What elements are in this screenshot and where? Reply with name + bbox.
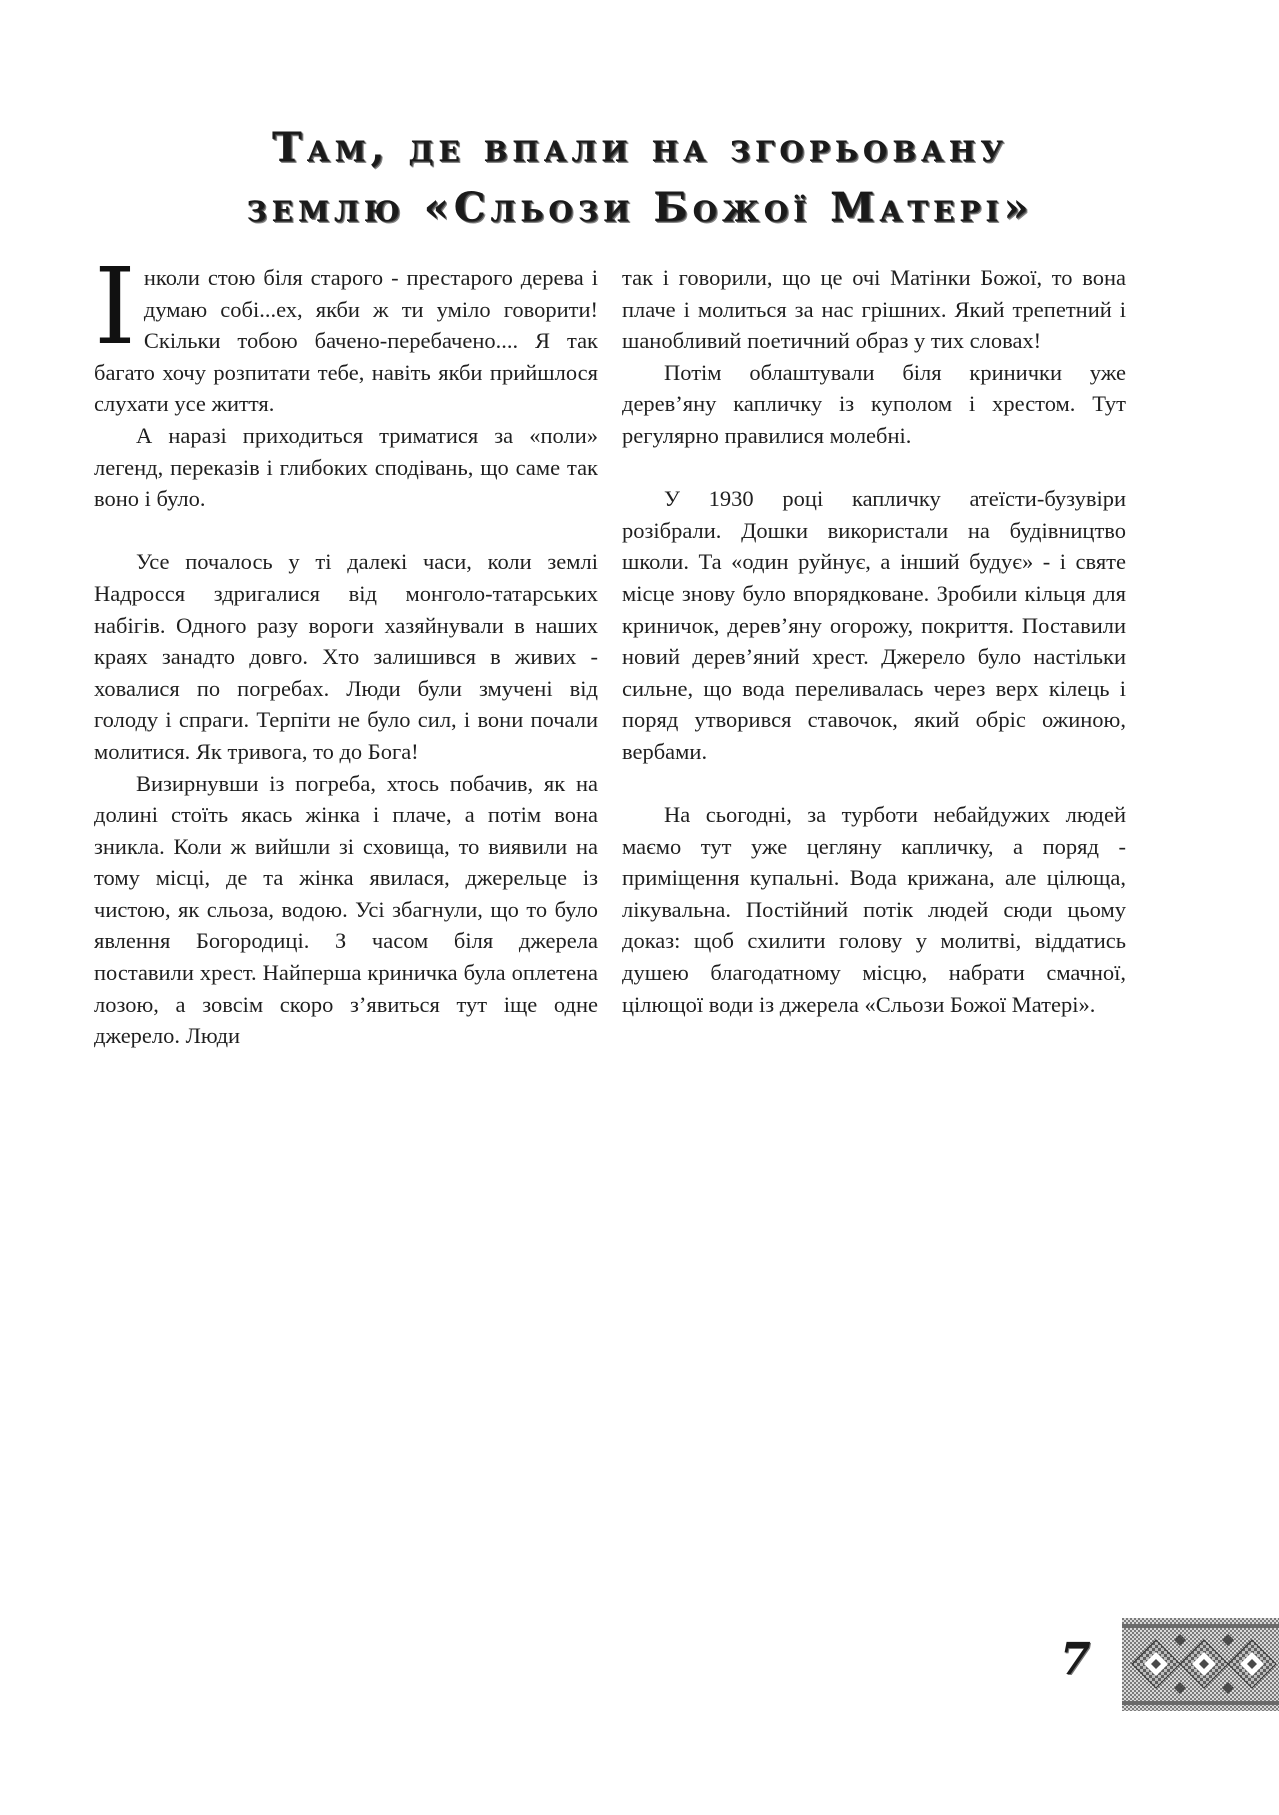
- paragraph: Потім облаштували біля кринички уже дерев’яну капличку із куполом і хрестом. Тут регулярно правилися молебні.: [622, 359, 1126, 448]
- paragraph: А наразі приходиться триматися за «поли» легенд, переказів і глибоких сподівань, що саме так воно і було.: [94, 422, 598, 512]
- page-title: [60, 118, 1220, 238]
- title-line-2: землю «Сльози Божої Матері»: [246, 184, 1034, 231]
- paragraph-text: нколи стою біля старого - престарого дерева і думаю собі...ех, якби ж ти уміло говорити! Скільки тобою бачено-перебачено.... Я так багато хочу розпитати тебе, навіть якби прийшлося слухати усе життя.: [94, 265, 598, 417]
- paragraph: Усе почалось у ті далекі часи, коли землі Надросся здригалися від монголо-татарських набігів. Одного разу вороги хазяйнували в наших краях занадто довго. Хто залишився в живих - ховалися по погребах. Люди були змучені від голоду і спраги. Терпіти не було сил, і вони почали молитися. Як тривога, то до Бога!: [94, 549, 598, 764]
- title-line-1: Там, де впали на згорьовану: [272, 124, 1008, 171]
- paragraph: так і говорили, що це очі Матінки Божої, то вона плаче і молиться за нас грішних. Який трепетний і шанобливий поетичний образ у тих словах!: [622, 265, 1126, 354]
- paragraph: Визирнувши із погреба, хтось побачив, як на долині стоїть якась жінка і плаче, а потім вона зникла. Коли ж вийшли зі сховища, то виявили на тому місці, де та жінка явилася, джерельце із чистою, як сльоза, водою. Усі збагнули, що то було явлення Богородиці. З часом біля джерела поставили хрест. Найперша криничка була оплетена лозою, а зовсім скоро з’явиться тут іще одне джерело. Люди: [94, 770, 598, 1049]
- right-column: [622, 262, 1126, 1020]
- page-number: 7: [1060, 1634, 1091, 1685]
- drop-cap: І: [94, 245, 136, 368]
- paragraph: У 1930 році капличку атеїсти-бузувіри розібрали. Дошки використали на будівництво школи. Та «один руйнує, а інший будує» - і святе місце знову було впорядковане. Зробили кільця для криничок, дерев’яну огорожу, покриття. Поставили новий дерев’яний хрест. Джерело було настільки сильне, що вода переливалась через верх кілець і поряд утворився ставочок, який обріс ожиною, вербами.: [622, 486, 1126, 764]
- left-column: [94, 245, 598, 1052]
- embroidery-ornament-icon: [1122, 1618, 1279, 1711]
- paragraph: На сьогодні, за турботи небайдужих людей маємо тут уже цегляну капличку, а поряд - приміщення купальні. Вода крижана, але цілюща, лікувальна. Постійний потік людей сюди цьому доказ: щоб схилити голову у молитві, віддатись душею благодатному місцю, набрати смачної, цілющої води із джерела «Сльози Божої Матері».: [622, 802, 1126, 1017]
- paragraph: [94, 245, 598, 420]
